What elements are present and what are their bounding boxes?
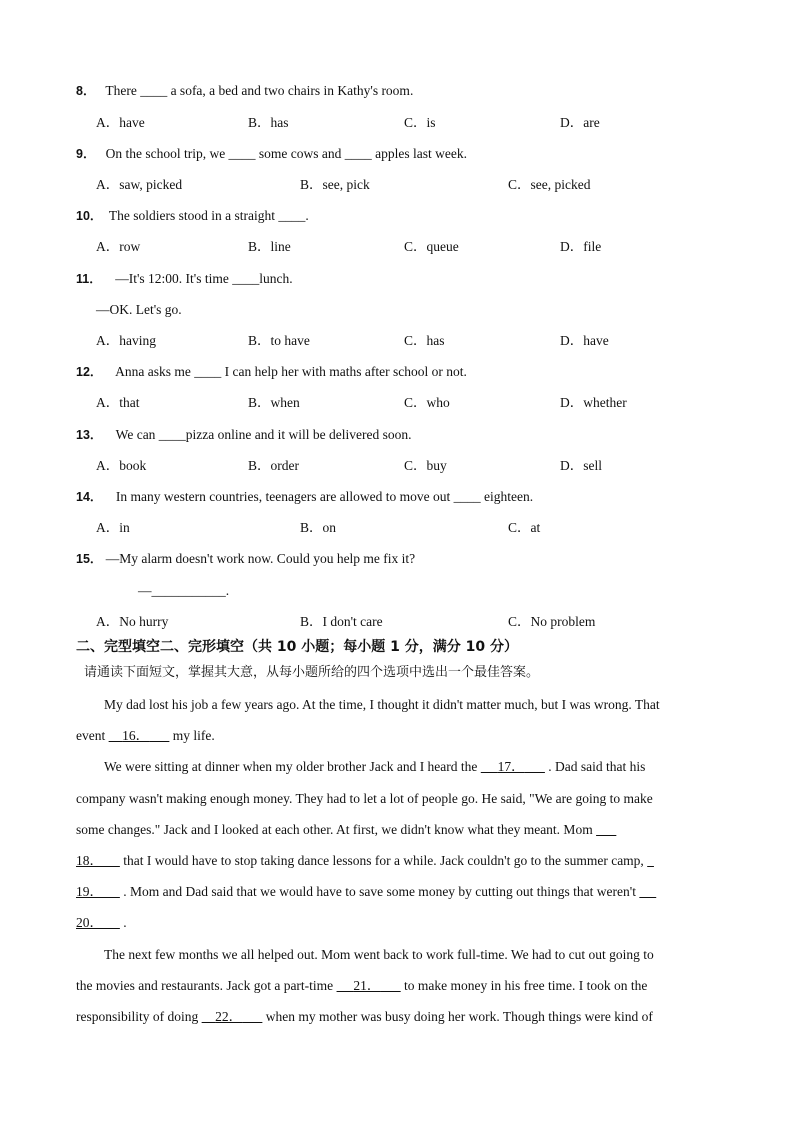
option-b[interactable]: B．I don't care [300, 614, 383, 629]
option-d[interactable]: D．file [560, 239, 602, 254]
passage-text: some changes." Jack and I looked at each other. At first, we didn't know what they meant. Mom [76, 822, 597, 837]
passage-text: when my mother was busy doing her work. Though things were kind of [262, 1009, 653, 1024]
question-11-response: —OK. Let's go. [96, 302, 182, 317]
passage-line [76, 883, 656, 901]
passage-line [76, 727, 215, 745]
blank-20[interactable]: 20． [76, 915, 103, 930]
question-text: The soldiers stood in a straight ____. [108, 208, 309, 223]
blank-16[interactable]: 16． [122, 728, 150, 743]
option-a[interactable]: A．that [96, 395, 140, 410]
passage-line [76, 1008, 653, 1026]
option-b[interactable]: B．order [248, 458, 299, 473]
question-text: —My alarm doesn't work now. Could you help me fix it? [105, 551, 416, 566]
option-c[interactable]: C．has [404, 333, 445, 348]
option-a[interactable]: A．in [96, 520, 130, 535]
passage-text: . Dad said that his [544, 759, 646, 774]
option-b[interactable]: B．has [248, 115, 289, 130]
question-number: 15． [76, 552, 103, 566]
question-13-stem [76, 426, 412, 444]
question-12-stem [76, 363, 467, 381]
option-d[interactable]: D．whether [560, 395, 627, 410]
option-d[interactable]: D．sell [560, 458, 602, 473]
passage-line: The next few months we all helped out. Mom went back to work full-time. We had to cut out going to [104, 947, 654, 962]
option-b[interactable]: B．see, pick [300, 177, 370, 192]
passage-text: event [76, 728, 109, 743]
option-b[interactable]: B．when [248, 395, 300, 410]
question-number: 8． [76, 84, 96, 98]
blank-20-lead[interactable] [639, 884, 656, 899]
passage-line [76, 914, 127, 932]
question-text: There ____ a sofa, a bed and two chairs in Kathy's room. [105, 83, 414, 98]
option-a[interactable]: A．No hurry [96, 614, 169, 629]
blank-19-lead[interactable] [647, 853, 654, 868]
passage-line [104, 758, 645, 776]
section-instruction: 请通读下面短文，掌握其大意，从每小题所给的四个选项中选出一个最佳答案。 [84, 665, 540, 680]
question-number: 11． [76, 272, 102, 286]
question-11-stem [76, 270, 293, 288]
question-number: 9． [76, 147, 96, 161]
blank-18[interactable]: 18． [76, 853, 103, 868]
option-c[interactable]: C．is [404, 115, 436, 130]
option-b[interactable]: B．line [248, 239, 291, 254]
question-number: 10． [76, 209, 103, 223]
question-text: In many western countries, teenagers are allowed to move out ____ eighteen. [115, 489, 534, 504]
blank-19[interactable]: 19． [76, 884, 103, 899]
option-c[interactable]: C．No problem [508, 614, 596, 629]
question-8-stem [76, 82, 413, 100]
passage-line [76, 852, 654, 870]
question-text: —It's 12:00. It's time ____lunch. [115, 271, 293, 286]
option-b[interactable]: B．to have [248, 333, 310, 348]
passage-text: that I would have to stop taking dance lessons for a while. Jack couldn't go to the summer camp, [119, 853, 648, 868]
passage-line [76, 977, 647, 995]
option-c[interactable]: C．buy [404, 458, 447, 473]
question-text: On the school trip, we ____ some cows and ____ apples last week. [105, 146, 468, 161]
option-c[interactable]: C．who [404, 395, 450, 410]
question-14-stem [76, 488, 533, 506]
option-a[interactable]: A．row [96, 239, 141, 254]
blank-21[interactable]: 21． [353, 978, 381, 993]
question-text: Anna asks me ____ I can help her with maths after school or not. [115, 364, 467, 379]
passage-line [76, 821, 616, 839]
blank-18-lead[interactable] [596, 822, 616, 837]
question-9-stem [76, 145, 467, 163]
passage-text: We were sitting at dinner when my older brother Jack and I heard the [104, 759, 481, 774]
passage-line: company wasn't making enough money. They had to let a lot of people go. He said, "We are going to make [76, 791, 653, 806]
option-c[interactable]: C．queue [404, 239, 459, 254]
option-a[interactable]: A．have [96, 115, 145, 130]
option-c[interactable]: C．at [508, 520, 541, 535]
option-c[interactable]: C．see, picked [508, 177, 591, 192]
question-10-stem [76, 207, 309, 225]
passage-text: . Mom and Dad said that we would have to save some money by cutting out things that weren't [119, 884, 640, 899]
section-title: 二、完型填空二、完形填空（共 10 小题；每小题 1 分，满分 10 分） [76, 639, 518, 655]
question-number: 12． [76, 365, 103, 379]
blank-22[interactable]: 22． [215, 1009, 243, 1024]
option-a[interactable]: A．having [96, 333, 156, 348]
passage-text: my life. [169, 728, 215, 743]
option-a[interactable]: A．saw, picked [96, 177, 183, 192]
question-number: 14． [76, 490, 103, 504]
passage-text: to make money in his free time. I took on the [400, 978, 648, 993]
option-d[interactable]: D．have [560, 333, 609, 348]
passage-text: the movies and restaurants. Jack got a part-time [76, 978, 337, 993]
passage-line: My dad lost his job a few years ago. At the time, I thought it didn't matter much, but I was wrong. That [104, 697, 660, 712]
question-text: We can ____pizza online and it will be delivered soon. [115, 427, 412, 442]
option-d[interactable]: D．are [560, 115, 600, 130]
question-number: 13． [76, 428, 103, 442]
passage-text: responsibility of doing [76, 1009, 202, 1024]
question-15-stem [76, 550, 415, 568]
option-b[interactable]: B．on [300, 520, 337, 535]
blank-17[interactable]: 17． [497, 759, 525, 774]
passage-text: . [119, 915, 127, 930]
question-15-response: —___________. [138, 583, 230, 598]
option-a[interactable]: A．book [96, 458, 147, 473]
